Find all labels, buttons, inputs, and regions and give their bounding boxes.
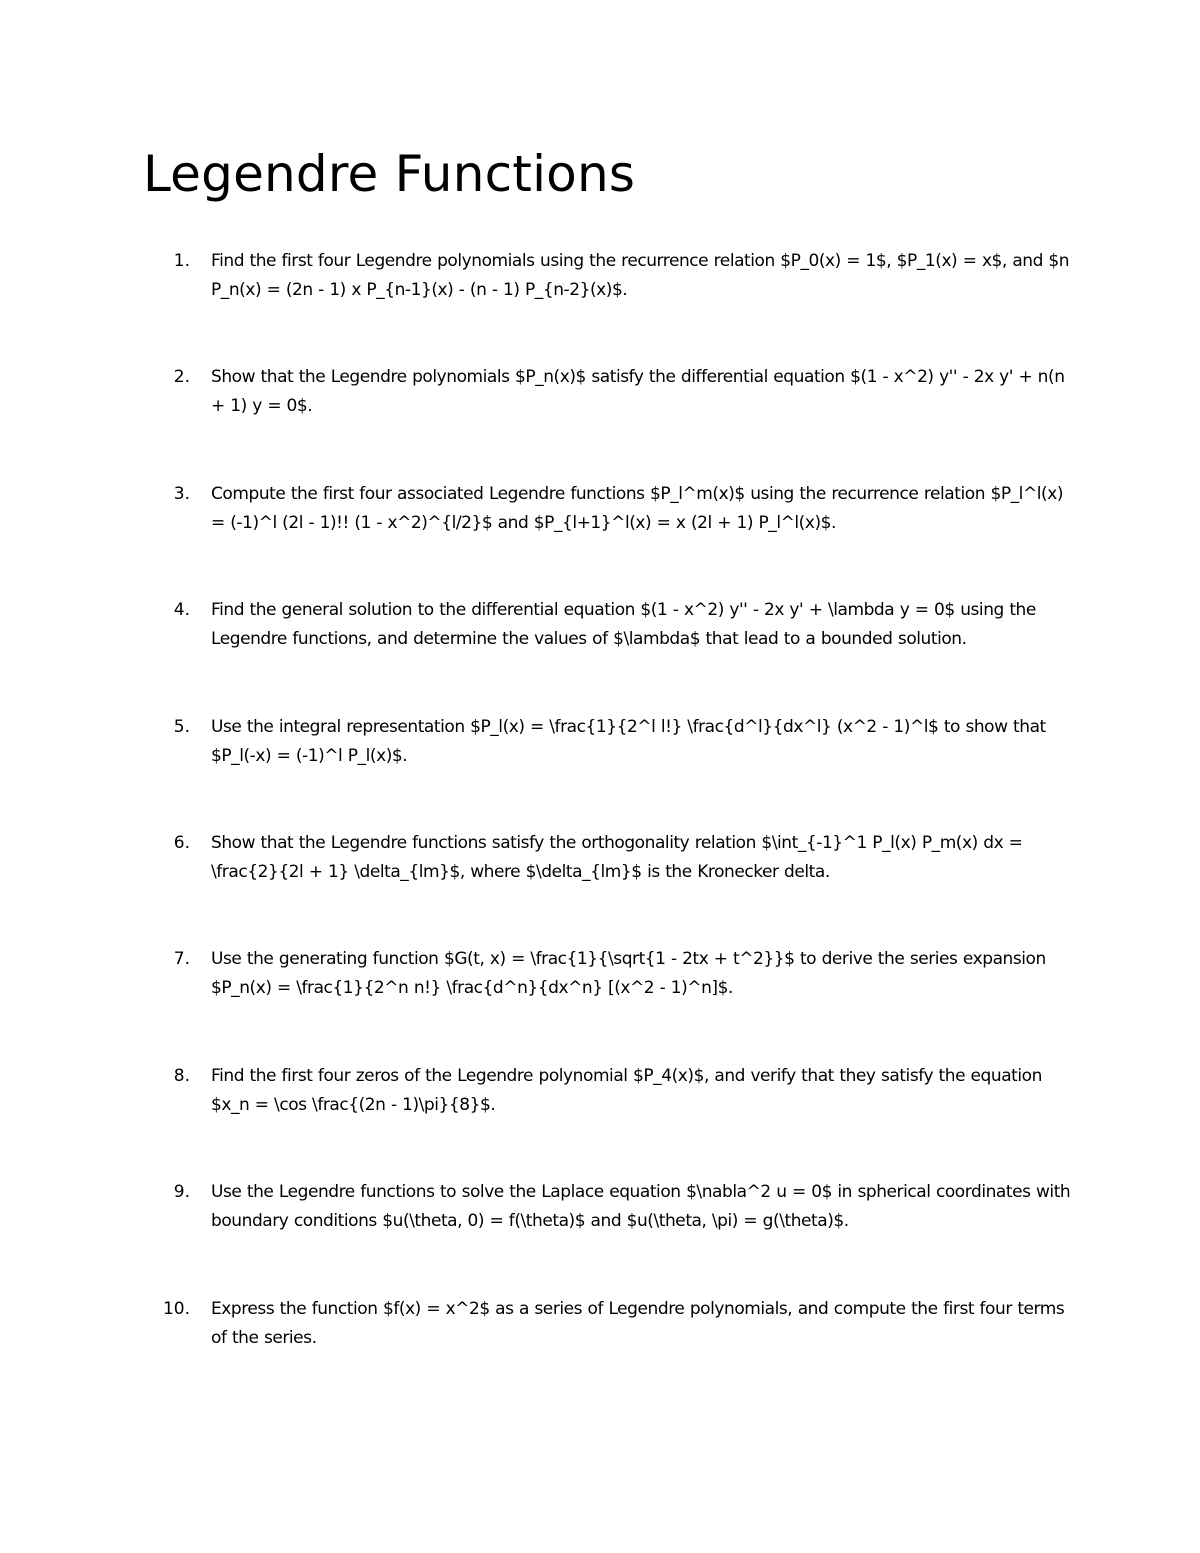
list-item-number: 8.	[173, 1065, 190, 1086]
list-item-number: 1.	[173, 251, 190, 271]
list-item	[0, 480, 1200, 596]
list-item-text: Use the integral representation $P_l(x) = \frac{1}{2^l l!} \frac{d^l}{dx^l} (x^2 - 1)^l$ to show that $P_l(-x) = (-1)^l P_l(x)$.	[211, 716, 1046, 766]
list-item-text: Show that the Legendre polynomials $P_n(x)$ satisfy the differential equation $(1 - x^2) y'' - 2x y' + n(n + 1) y = 0$.	[211, 367, 1065, 417]
list-item	[0, 1295, 1200, 1411]
list-item	[0, 945, 1200, 1061]
list-item-text: Find the first four zeros of the Legendre polynomial $P_4(x)$, and verify that they satisfy the equation $x_n = \cos \frac{(2n - 1)\pi}{8}$.	[211, 1065, 1042, 1115]
list-item-number: 5.	[173, 716, 190, 737]
list-item	[0, 363, 1200, 479]
list-item	[0, 1178, 1200, 1294]
list-item-text: Express the function $f(x) = x^2$ as a series of Legendre polynomials, and compute the first four terms of the series.	[211, 1298, 1065, 1348]
list-item-number: 7.	[173, 949, 190, 970]
list-item	[0, 247, 1200, 363]
document-title: Legendre Functions	[143, 145, 636, 203]
list-item-number: 4.	[173, 600, 190, 621]
list-item-text: Find the first four Legendre polynomials using the recurrence relation $P_0(x) = 1$, $P_1(x) = x$, and $n P_n(x) = (2n - 1) x P_{n-1}(x) - (n - 1) P_{n-2}(x)$.	[211, 251, 1070, 300]
list-item-text: Show that the Legendre functions satisfy the orthogonality relation $\int_{-1}^1 P_l(x) P_m(x) dx = \frac{2}{2l + 1} \delta_{lm}$, where $\delta_{lm}$ is the Kronecker delta.	[211, 832, 1023, 882]
list-item-text: Find the general solution to the differential equation $(1 - x^2) y'' - 2x y' + \lambda y = 0$ using the Legendre functions, and determine the values of $\lambda$ that lead to a bounded solution.	[211, 600, 1036, 650]
list-item-number: 10.	[162, 1298, 190, 1319]
list-item	[0, 596, 1200, 712]
problem-list	[0, 247, 1200, 1411]
list-item-number: 3.	[173, 483, 190, 504]
list-item-number: 9.	[173, 1182, 190, 1203]
list-item-number: 2.	[173, 367, 190, 388]
list-item	[0, 1062, 1200, 1178]
list-item	[0, 829, 1200, 945]
list-item-text: Use the generating function $G(t, x) = \frac{1}{\sqrt{1 - 2tx + t^2}}$ to derive the series expansion $P_n(x) = \frac{1}{2^n n!} \frac{d^n}{dx^n} [(x^2 - 1)^n]$.	[211, 949, 1046, 999]
list-item-text: Compute the first four associated Legendre functions $P_l^m(x)$ using the recurrence relation $P_l^l(x) = (-1)^l (2l - 1)!! (1 - x^2)^{l/2}$ and $P_{l+1}^l(x) = x (2l + 1) P_l^l(x)$.	[211, 483, 1064, 533]
list-item-text: Use the Legendre functions to solve the Laplace equation $\nabla^2 u = 0$ in spherical coordinates with boundary conditions $u(\theta, 0) = f(\theta)$ and $u(\theta, \pi) = g(\theta)$.	[211, 1182, 1071, 1232]
list-item-number: 6.	[173, 832, 190, 853]
list-item	[0, 713, 1200, 829]
